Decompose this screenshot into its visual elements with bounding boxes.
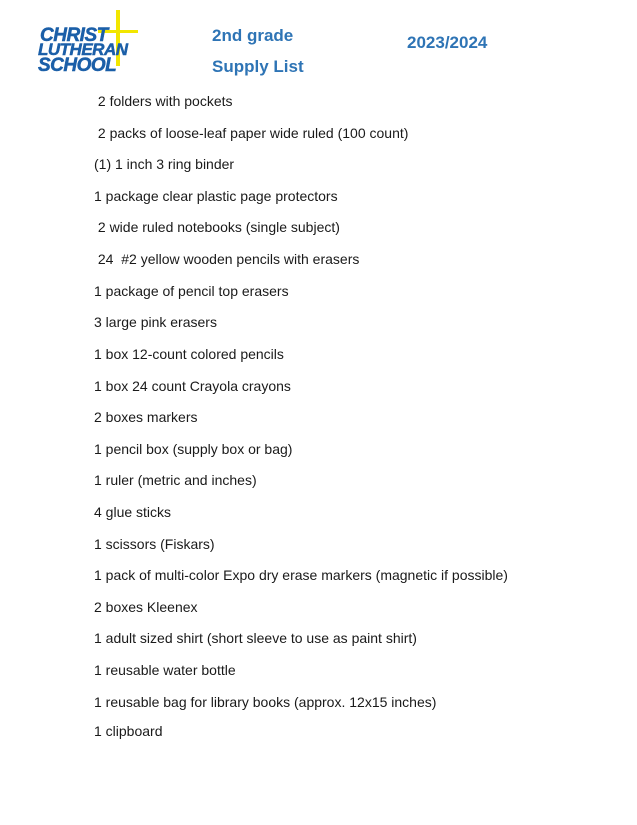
list-item: 3 large pink erasers: [94, 314, 217, 330]
list-item: 1 box 24 count Crayola crayons: [94, 378, 291, 394]
logo-line-1: CHRIST: [40, 25, 108, 46]
list-item: 1 package clear plastic page protectors: [94, 188, 338, 204]
list-item: 1 box 12-count colored pencils: [94, 346, 284, 362]
list-item: 1 clipboard: [94, 723, 163, 739]
list-item: 2 folders with pockets: [94, 93, 233, 109]
list-item: 1 pack of multi-color Expo dry erase markers (magnetic if possible): [94, 567, 508, 583]
school-logo: [34, 10, 156, 76]
list-item: 1 scissors (Fiskars): [94, 536, 215, 552]
list-item: 1 reusable water bottle: [94, 662, 236, 678]
list-item: 24 #2 yellow wooden pencils with erasers: [94, 251, 360, 267]
logo-line-3: SCHOOL: [38, 55, 117, 76]
list-item: 1 package of pencil top erasers: [94, 283, 289, 299]
list-item: 1 adult sized shirt (short sleeve to use as paint shirt): [94, 630, 417, 646]
grade-heading: 2nd grade: [212, 26, 294, 45]
list-item: 2 boxes Kleenex: [94, 599, 198, 615]
list-item: 1 pencil box (supply box or bag): [94, 441, 293, 457]
school-year: 2023/2024: [407, 33, 488, 52]
supply-list-title: Supply List: [212, 57, 304, 76]
list-item: 2 boxes markers: [94, 409, 198, 425]
list-item: 1 ruler (metric and inches): [94, 472, 257, 488]
list-item: 4 glue sticks: [94, 504, 172, 520]
list-item: 2 packs of loose-leaf paper wide ruled (100 count): [94, 125, 409, 141]
logo-line-2: LUTHERAN: [38, 40, 128, 59]
list-item: 2 wide ruled notebooks (single subject): [94, 219, 340, 235]
list-item: (1) 1 inch 3 ring binder: [94, 156, 235, 172]
list-item: 1 reusable bag for library books (approx. 12x15 inches): [94, 694, 437, 710]
